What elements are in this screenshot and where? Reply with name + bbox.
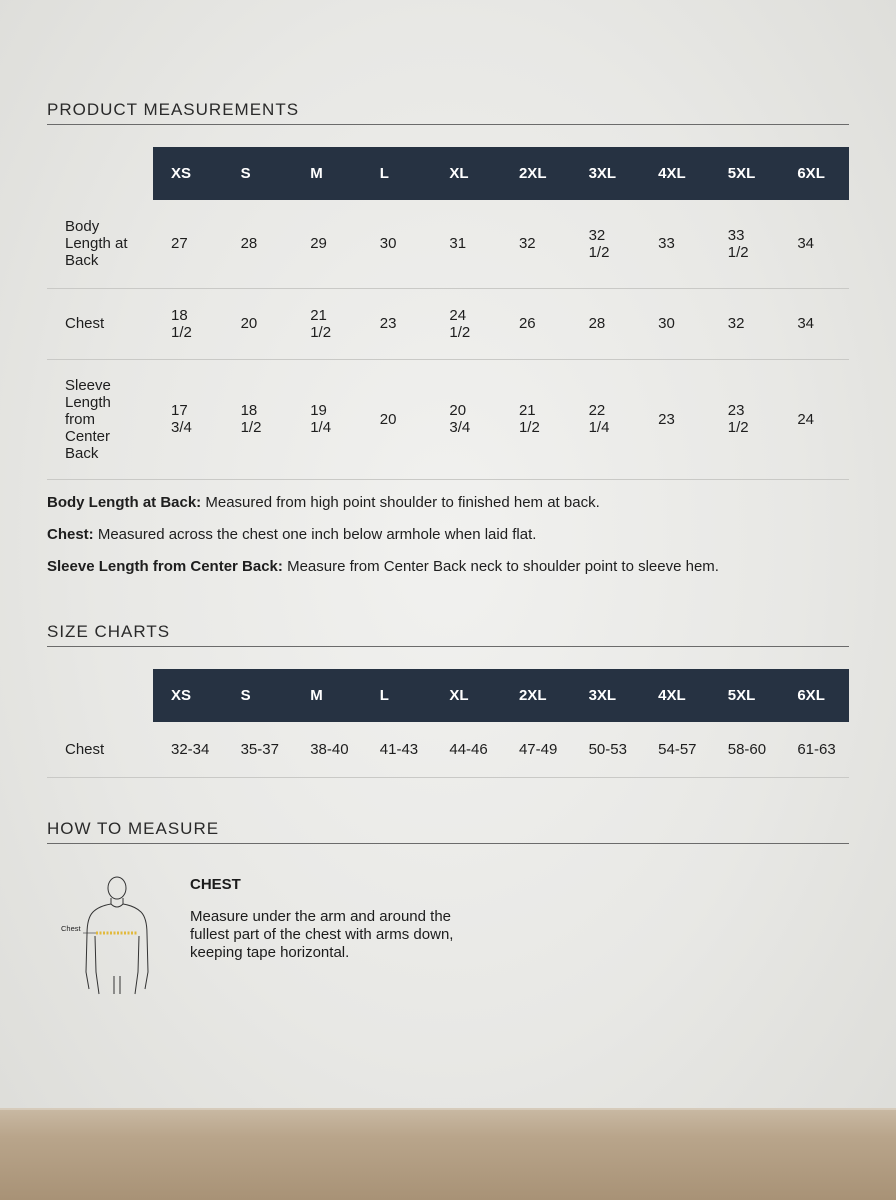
table-cell bbox=[362, 288, 432, 359]
table-cell bbox=[710, 359, 780, 479]
cell-value: 30 bbox=[379, 235, 397, 253]
cell-value: 20 bbox=[379, 410, 397, 428]
measurement-notes bbox=[47, 494, 849, 575]
table-row-chest bbox=[47, 288, 849, 359]
table-cell bbox=[779, 200, 849, 288]
table-cell bbox=[153, 200, 223, 288]
cell-value: 28 bbox=[588, 315, 606, 332]
size-header-l: L bbox=[362, 147, 432, 200]
table-cell bbox=[431, 359, 501, 479]
cell-value: 21 1/2 bbox=[310, 306, 332, 341]
note-text: Measure from Center Back neck to shoulder point to sleeve hem. bbox=[282, 557, 719, 575]
measure-heading-chest: CHEST bbox=[190, 876, 241, 893]
size-header-m: M bbox=[292, 147, 362, 200]
table-cell: 32-34 bbox=[153, 722, 223, 777]
size-header-s: S bbox=[223, 147, 293, 200]
table-cell bbox=[362, 359, 432, 479]
size-header-2xl: 2XL bbox=[501, 147, 571, 200]
section-title-product-measurements: PRODUCT MEASUREMENTS bbox=[47, 100, 849, 125]
how-to-measure-block bbox=[47, 844, 849, 1014]
row-label-sleeve-length bbox=[47, 359, 153, 479]
table-cell bbox=[292, 359, 362, 479]
size-charts-table bbox=[47, 669, 849, 778]
row-label-text: Chest bbox=[65, 315, 105, 332]
table-cell bbox=[362, 200, 432, 288]
cell-value: 20 bbox=[240, 315, 258, 332]
cell-value: 19 1/4 bbox=[310, 402, 332, 436]
cell-value: 33 bbox=[658, 235, 675, 253]
table-cell bbox=[223, 288, 293, 359]
size-header-xs: XS bbox=[153, 147, 223, 200]
cell-value: 21 1/2 bbox=[518, 402, 540, 436]
body-outline-icon bbox=[59, 876, 159, 1001]
table-cell bbox=[431, 200, 501, 288]
size-header-3xl: 3XL bbox=[571, 147, 641, 200]
note-body-length bbox=[47, 494, 849, 511]
size-charts-section bbox=[47, 622, 849, 778]
row-label-body-length bbox=[47, 200, 153, 288]
size-header-l: L bbox=[362, 669, 432, 722]
table-cell bbox=[640, 200, 710, 288]
cell-value: 18 1/2 bbox=[240, 402, 262, 436]
figure-chest-label: Chest bbox=[61, 924, 81, 933]
row-label-chest: Chest bbox=[47, 722, 153, 777]
cell-value: 20 3/4 bbox=[449, 402, 471, 436]
row-label-chest bbox=[47, 288, 153, 359]
how-to-measure-section bbox=[47, 819, 849, 1014]
note-sleeve-length bbox=[47, 558, 849, 575]
cell-value: 23 bbox=[379, 315, 397, 332]
table-cell bbox=[223, 200, 293, 288]
cell-value: 18 1/2 bbox=[171, 306, 192, 341]
size-header-xl: XL bbox=[431, 147, 501, 200]
product-measurements-table bbox=[47, 147, 849, 480]
table-cell: 47-49 bbox=[501, 722, 571, 777]
size-header-3xl: 3XL bbox=[571, 669, 641, 722]
table-cell bbox=[571, 359, 641, 479]
size-header-6xl: 6XL bbox=[779, 147, 849, 200]
size-header-2xl: 2XL bbox=[501, 669, 571, 722]
table-cell: 61-63 bbox=[779, 722, 849, 777]
table-cell bbox=[571, 200, 641, 288]
header-blank-cell bbox=[47, 669, 153, 722]
size-header-row bbox=[47, 669, 849, 722]
table-cell: 50-53 bbox=[571, 722, 641, 777]
table-row-body-length bbox=[47, 200, 849, 288]
cell-value: 24 bbox=[797, 410, 815, 428]
size-header-xs: XS bbox=[153, 669, 223, 722]
note-text: Measured from high point shoulder to finished hem at back. bbox=[201, 493, 600, 511]
table-cell: 44-46 bbox=[431, 722, 501, 777]
table-cell bbox=[292, 288, 362, 359]
table-cell bbox=[501, 288, 571, 359]
cell-value: 32 1/2 bbox=[588, 226, 610, 261]
note-text: Measured across the chest one inch below armhole when laid flat. bbox=[93, 525, 537, 543]
table-cell: 38-40 bbox=[292, 722, 362, 777]
cell-value: 32 bbox=[727, 315, 745, 332]
section-title-how-to-measure: HOW TO MEASURE bbox=[47, 819, 849, 844]
size-header-5xl: 5XL bbox=[710, 669, 780, 722]
cell-value: 28 bbox=[240, 235, 258, 253]
table-cell: 54-57 bbox=[640, 722, 710, 777]
row-label-text: Sleeve Length from Center Back bbox=[65, 376, 111, 462]
size-header-s: S bbox=[223, 669, 293, 722]
cell-value: 33 1/2 bbox=[727, 226, 749, 261]
table-cell bbox=[501, 359, 571, 479]
table-cell bbox=[571, 288, 641, 359]
table-cell bbox=[710, 200, 780, 288]
cell-value: 32 bbox=[518, 235, 536, 253]
table-cell bbox=[153, 288, 223, 359]
size-header-5xl: 5XL bbox=[710, 147, 780, 200]
table-cell: 58-60 bbox=[710, 722, 780, 777]
cell-value: 24 1/2 bbox=[449, 306, 471, 341]
table-cell bbox=[501, 200, 571, 288]
table-cell bbox=[640, 359, 710, 479]
product-measurements-section bbox=[47, 100, 849, 590]
table-cell bbox=[223, 359, 293, 479]
cell-value: 26 bbox=[518, 315, 536, 332]
cell-value: 23 1/2 bbox=[727, 402, 749, 436]
wood-floor-background bbox=[0, 1110, 896, 1200]
table-cell bbox=[431, 288, 501, 359]
cell-value: 22 1/4 bbox=[588, 402, 610, 436]
cell-value: 34 bbox=[797, 315, 815, 332]
table-cell bbox=[710, 288, 780, 359]
cell-value: 17 3/4 bbox=[171, 402, 192, 436]
table-cell bbox=[292, 200, 362, 288]
table-cell bbox=[640, 288, 710, 359]
note-chest bbox=[47, 526, 849, 543]
size-header-xl: XL bbox=[431, 669, 501, 722]
measure-instructions: Measure under the arm and around the fullest part of the chest with arms down, keeping tape horizontal. bbox=[190, 908, 454, 961]
table-cell bbox=[779, 288, 849, 359]
note-term: Sleeve Length from Center Back: bbox=[47, 557, 283, 575]
size-header-6xl: 6XL bbox=[779, 669, 849, 722]
header-blank-cell bbox=[47, 147, 153, 200]
cell-value: 30 bbox=[658, 315, 675, 332]
table-cell: 35-37 bbox=[223, 722, 293, 777]
body-figure-illustration bbox=[59, 876, 159, 1001]
size-header-4xl: 4XL bbox=[640, 147, 710, 200]
table-cell bbox=[779, 359, 849, 479]
cell-value: 23 bbox=[658, 410, 675, 428]
table-row-chest bbox=[47, 722, 849, 777]
cell-value: 31 bbox=[449, 235, 467, 253]
size-header-row bbox=[47, 147, 849, 200]
size-header-4xl: 4XL bbox=[640, 669, 710, 722]
cell-value: 34 bbox=[797, 235, 815, 253]
size-header-m: M bbox=[292, 669, 362, 722]
section-title-size-charts: SIZE CHARTS bbox=[47, 622, 849, 647]
cell-value: 27 bbox=[171, 235, 188, 253]
cell-value: 29 bbox=[310, 235, 327, 253]
table-row-sleeve-length bbox=[47, 359, 849, 479]
table-cell: 41-43 bbox=[362, 722, 432, 777]
note-term: Body Length at Back: bbox=[47, 493, 202, 511]
table-cell bbox=[153, 359, 223, 479]
note-term: Chest: bbox=[47, 525, 94, 543]
row-label-text: Body Length at Back bbox=[65, 218, 128, 270]
